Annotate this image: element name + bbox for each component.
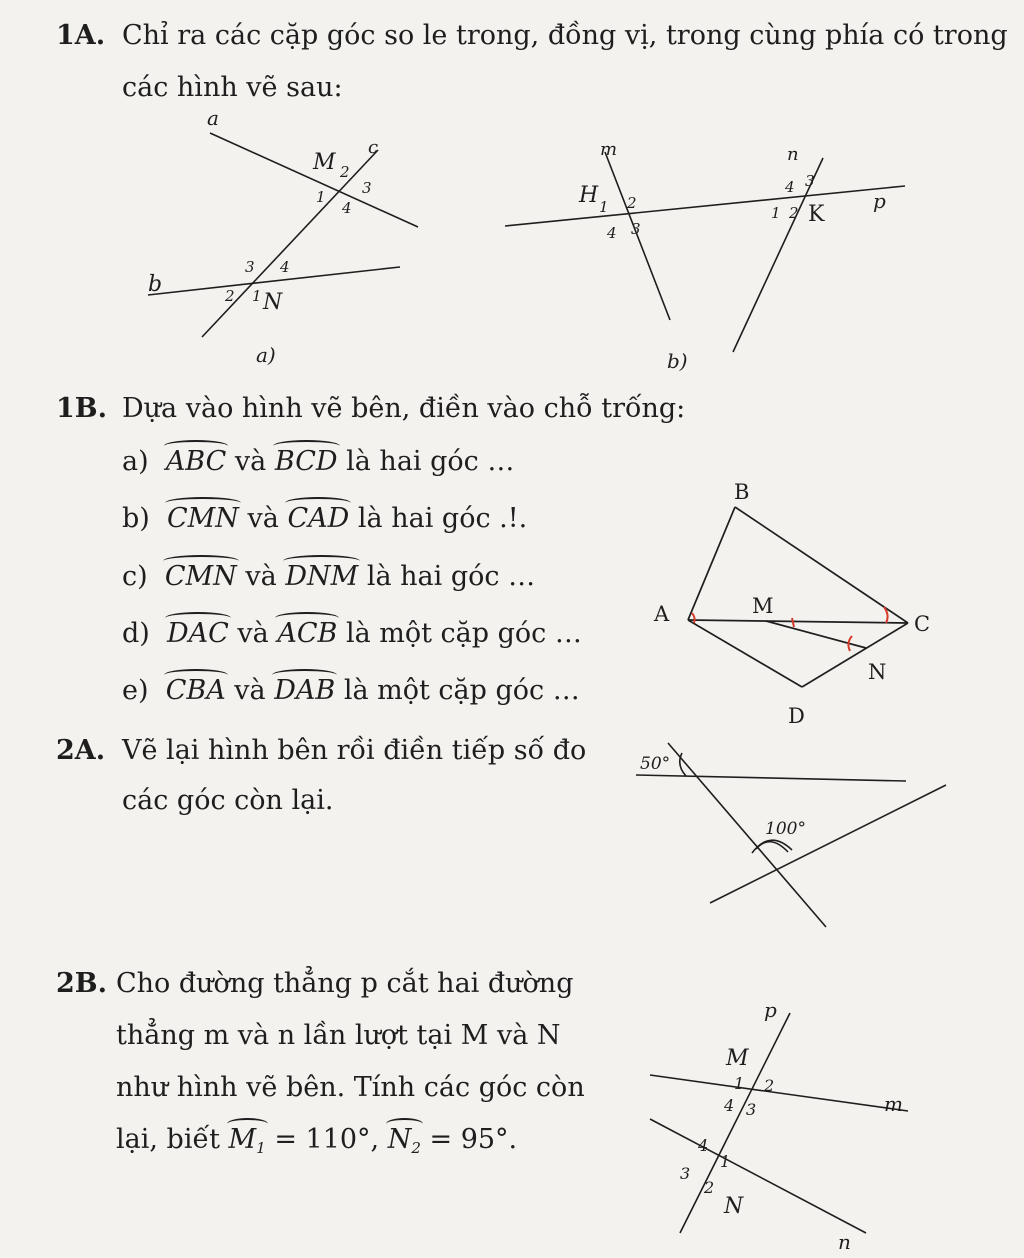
label-k3: 3	[805, 172, 815, 190]
label-M: M	[313, 150, 336, 175]
label-h4: 4	[607, 224, 617, 242]
label-k4: 4	[785, 178, 795, 196]
label-p-2b: p	[764, 998, 777, 1022]
angle-CBA: CBA	[165, 675, 226, 706]
figure-1a-a	[130, 105, 430, 370]
ex2A-line2: các góc còn lại.	[122, 785, 334, 816]
label-c: c	[368, 137, 379, 158]
figure-1b	[630, 475, 950, 735]
vertex-B: B	[734, 480, 750, 504]
angle-CAD: CAD	[287, 503, 350, 534]
line-a	[210, 133, 418, 227]
angle-DAB: DAB	[274, 675, 336, 706]
angle-DAC: DAC	[167, 618, 229, 649]
caption-b: b)	[667, 349, 688, 373]
label-K: K	[808, 202, 825, 227]
line-p	[505, 186, 905, 226]
label-k1: 1	[771, 204, 781, 222]
ex1B-item-a: a) ABC và BCD là hai góc …	[122, 446, 515, 477]
ex2B-line3: như hình vẽ bên. Tính các góc còn	[116, 1072, 585, 1103]
label-m1: 1	[316, 188, 326, 206]
label-m1-2b: 1	[734, 1074, 745, 1093]
angle-CMN-2: CMN	[164, 561, 237, 592]
line-top	[636, 775, 906, 781]
label-m3: 3	[362, 179, 372, 197]
ex1B-item-d: d) DAC và ACB là một cặp góc …	[122, 618, 582, 649]
caption-a: a)	[256, 343, 276, 367]
angle-mark-M	[792, 618, 794, 627]
segment-AB	[688, 507, 735, 620]
ex1B-item-e: e) CBA và DAB là một cặp góc …	[122, 675, 580, 706]
label-k2: 2	[789, 204, 799, 222]
angle-BCD: BCD	[274, 446, 338, 477]
label-a: a	[207, 106, 219, 130]
label-h1: 1	[599, 198, 609, 216]
ex2A-line1: Vẽ lại hình bên rồi điền tiếp số đo	[122, 735, 587, 766]
line-c	[202, 150, 378, 337]
ex2A-number: 2A.	[56, 735, 106, 766]
label-n4-2b: 4	[698, 1136, 709, 1155]
segment-AD	[688, 620, 802, 687]
label-b: b	[148, 272, 163, 297]
label-m3-2b: 3	[746, 1100, 757, 1119]
label-h2: 2	[627, 194, 637, 212]
ex1B-number: 1B.	[56, 393, 108, 424]
label-n3: 3	[245, 258, 255, 276]
label-M-2b: M	[726, 1046, 749, 1071]
ex1A-line1: Chỉ ra các cặp góc so le trong, đồng vị, trong cùng phía có trong	[122, 20, 1008, 51]
segment-AC	[688, 620, 908, 623]
line-bottom	[710, 785, 946, 903]
label-n2-2b: 2	[704, 1178, 715, 1197]
label-H: H	[579, 183, 599, 208]
label-n1-2b: 1	[720, 1152, 731, 1171]
ex1B-intro: Dựa vào hình vẽ bên, điền vào chỗ trống:	[122, 393, 686, 424]
label-N-2b: N	[724, 1194, 744, 1219]
label-m2-2b: 2	[764, 1076, 775, 1095]
label-m: m	[600, 139, 618, 160]
label-n-2b: n	[838, 1230, 851, 1254]
ex1B-item-b: b) CMN và CAD là hai góc .!.	[122, 503, 528, 534]
angle-N2: $N_2$	[387, 1124, 421, 1157]
label-h3: 3	[631, 220, 641, 238]
angle-M1: $M_1$	[228, 1124, 266, 1157]
vertex-M: M	[752, 594, 774, 618]
figure-2b	[640, 995, 940, 1255]
label-m-2b: m	[884, 1092, 903, 1116]
ex2B-line2: thẳng m và n lần lượt tại M và N	[116, 1020, 561, 1051]
vertex-C: C	[914, 612, 931, 636]
segment-MN	[766, 621, 866, 648]
label-m2: 2	[340, 163, 350, 181]
segment-DC	[802, 623, 908, 687]
angle-DNM: DNM	[285, 561, 359, 592]
label-N: N	[263, 290, 283, 315]
ex2B-number: 2B.	[56, 968, 108, 999]
label-p: p	[873, 189, 886, 213]
label-m4: 4	[342, 199, 352, 217]
ex1B-item-c: c) CMN và DNM là hai góc …	[122, 561, 536, 592]
vertex-D: D	[788, 704, 805, 728]
angle-CMN: CMN	[167, 503, 239, 534]
vertex-N: N	[868, 660, 887, 684]
ex1A-line2: các hình vẽ sau:	[122, 72, 343, 103]
angle-arc-50	[680, 753, 686, 776]
figure-2a	[630, 735, 960, 940]
angle-ACB: ACB	[277, 618, 338, 649]
vertex-A: A	[654, 602, 670, 626]
label-m4-2b: 4	[724, 1096, 735, 1115]
angle-mark-A	[692, 613, 695, 623]
figure-1a-b	[505, 130, 925, 375]
angle-50-label: 50°	[640, 754, 671, 774]
angle-100-label: 100°	[765, 819, 806, 839]
line-m	[650, 1075, 908, 1111]
label-n1: 1	[252, 287, 262, 305]
label-n3-2b: 3	[680, 1164, 691, 1183]
ex1A-number: 1A.	[56, 20, 106, 51]
label-n4: 4	[280, 258, 290, 276]
label-n2: 2	[225, 287, 235, 305]
ex2B-line1: Cho đường thẳng p cắt hai đường	[116, 968, 574, 999]
angle-ABC: ABC	[165, 446, 227, 477]
ex2B-line4: lại, biết $M_1 = 110^\circ$, $N_2 = 95^\circ$.	[116, 1124, 518, 1157]
label-n: n	[787, 144, 799, 165]
